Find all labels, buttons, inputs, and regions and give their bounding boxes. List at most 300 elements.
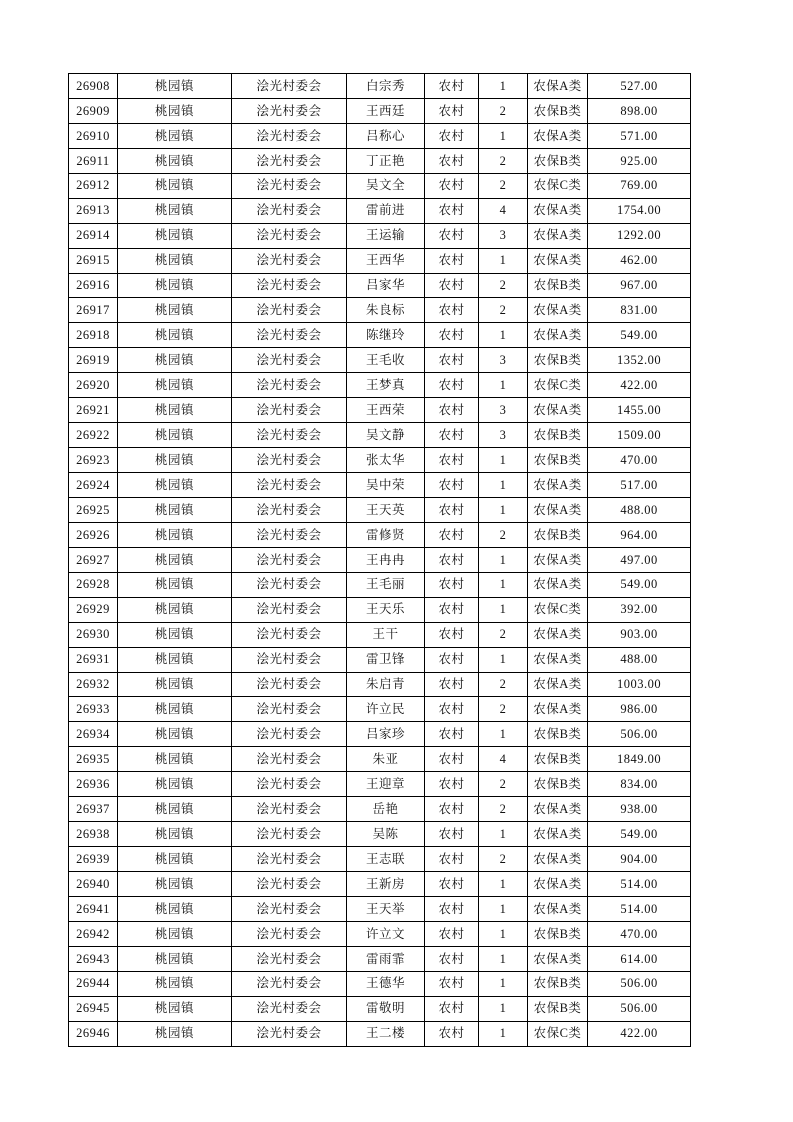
person-name-cell: 朱启青 — [347, 672, 425, 697]
village-committee-cell: 浍光村委会 — [232, 223, 347, 248]
amount-cell: 549.00 — [588, 572, 691, 597]
residence-type-cell: 农村 — [425, 248, 479, 273]
person-name-cell: 吕称心 — [347, 123, 425, 148]
table-row — [69, 148, 691, 173]
person-name-cell: 王西华 — [347, 248, 425, 273]
residence-type-cell: 农村 — [425, 373, 479, 398]
amount-cell: 488.00 — [588, 497, 691, 522]
table-row — [69, 597, 691, 622]
person-count-cell: 1 — [479, 473, 528, 498]
town-cell: 桃园镇 — [118, 996, 232, 1021]
table-row — [69, 398, 691, 423]
table-row — [69, 348, 691, 373]
person-name-cell: 吴文全 — [347, 173, 425, 198]
person-count-cell: 2 — [479, 672, 528, 697]
amount-cell: 967.00 — [588, 273, 691, 298]
table-row — [69, 198, 691, 223]
person-count-cell: 1 — [479, 323, 528, 348]
village-committee-cell: 浍光村委会 — [232, 647, 347, 672]
table-row — [69, 572, 691, 597]
person-name-cell: 王西荣 — [347, 398, 425, 423]
amount-cell: 470.00 — [588, 448, 691, 473]
person-name-cell: 张太华 — [347, 448, 425, 473]
residence-type-cell: 农村 — [425, 123, 479, 148]
serial-number-cell: 26935 — [69, 747, 118, 772]
table-row — [69, 522, 691, 547]
serial-number-cell: 26933 — [69, 697, 118, 722]
insurance-category-cell: 农保A类 — [528, 622, 588, 647]
serial-number-cell: 26926 — [69, 522, 118, 547]
table-row — [69, 946, 691, 971]
town-cell: 桃园镇 — [118, 298, 232, 323]
serial-number-cell: 26917 — [69, 298, 118, 323]
insurance-category-cell: 农保C类 — [528, 1021, 588, 1046]
serial-number-cell: 26945 — [69, 996, 118, 1021]
insurance-category-cell: 农保B类 — [528, 921, 588, 946]
residence-type-cell: 农村 — [425, 971, 479, 996]
village-committee-cell: 浍光村委会 — [232, 572, 347, 597]
person-count-cell: 1 — [479, 123, 528, 148]
amount-cell: 898.00 — [588, 98, 691, 123]
amount-cell: 549.00 — [588, 822, 691, 847]
person-name-cell: 王德华 — [347, 971, 425, 996]
town-cell: 桃园镇 — [118, 647, 232, 672]
amount-cell: 571.00 — [588, 123, 691, 148]
insurance-category-cell: 农保A类 — [528, 398, 588, 423]
serial-number-cell: 26909 — [69, 98, 118, 123]
serial-number-cell: 26930 — [69, 622, 118, 647]
amount-cell: 964.00 — [588, 522, 691, 547]
village-committee-cell: 浍光村委会 — [232, 323, 347, 348]
table-row — [69, 373, 691, 398]
table-row — [69, 123, 691, 148]
table-row — [69, 98, 691, 123]
serial-number-cell: 26924 — [69, 473, 118, 498]
person-count-cell: 1 — [479, 921, 528, 946]
town-cell: 桃园镇 — [118, 772, 232, 797]
serial-number-cell: 26932 — [69, 672, 118, 697]
person-name-cell: 雷修贤 — [347, 522, 425, 547]
village-committee-cell: 浍光村委会 — [232, 747, 347, 772]
insurance-category-cell: 农保A类 — [528, 946, 588, 971]
serial-number-cell: 26939 — [69, 847, 118, 872]
residence-type-cell: 农村 — [425, 298, 479, 323]
insurance-category-cell: 农保A类 — [528, 473, 588, 498]
village-committee-cell: 浍光村委会 — [232, 98, 347, 123]
amount-cell: 549.00 — [588, 323, 691, 348]
amount-cell: 497.00 — [588, 547, 691, 572]
town-cell: 桃园镇 — [118, 921, 232, 946]
town-cell: 桃园镇 — [118, 497, 232, 522]
insurance-category-cell: 农保B类 — [528, 747, 588, 772]
insurance-category-cell: 农保A类 — [528, 797, 588, 822]
town-cell: 桃园镇 — [118, 896, 232, 921]
residence-type-cell: 农村 — [425, 1021, 479, 1046]
person-name-cell: 王志联 — [347, 847, 425, 872]
person-name-cell: 雷前进 — [347, 198, 425, 223]
residence-type-cell: 农村 — [425, 647, 479, 672]
insurance-category-cell: 农保A类 — [528, 647, 588, 672]
table-row — [69, 896, 691, 921]
serial-number-cell: 26934 — [69, 722, 118, 747]
serial-number-cell: 26941 — [69, 896, 118, 921]
village-committee-cell: 浍光村委会 — [232, 398, 347, 423]
insurance-category-cell: 农保A类 — [528, 323, 588, 348]
insurance-category-cell: 农保A类 — [528, 872, 588, 897]
person-count-cell: 1 — [479, 946, 528, 971]
serial-number-cell: 26936 — [69, 772, 118, 797]
amount-cell: 506.00 — [588, 971, 691, 996]
person-count-cell: 1 — [479, 872, 528, 897]
table-row — [69, 273, 691, 298]
town-cell: 桃园镇 — [118, 348, 232, 373]
village-committee-cell: 浍光村委会 — [232, 123, 347, 148]
residence-type-cell: 农村 — [425, 772, 479, 797]
residence-type-cell: 农村 — [425, 74, 479, 99]
town-cell: 桃园镇 — [118, 173, 232, 198]
insurance-category-cell: 农保A类 — [528, 248, 588, 273]
person-name-cell: 王运输 — [347, 223, 425, 248]
serial-number-cell: 26910 — [69, 123, 118, 148]
serial-number-cell: 26912 — [69, 173, 118, 198]
serial-number-cell: 26911 — [69, 148, 118, 173]
insurance-category-cell: 农保A类 — [528, 497, 588, 522]
residence-type-cell: 农村 — [425, 423, 479, 448]
person-count-cell: 3 — [479, 348, 528, 373]
person-name-cell: 吕家珍 — [347, 722, 425, 747]
residence-type-cell: 农村 — [425, 148, 479, 173]
village-committee-cell: 浍光村委会 — [232, 148, 347, 173]
residence-type-cell: 农村 — [425, 847, 479, 872]
insurance-category-cell: 农保A类 — [528, 572, 588, 597]
table-row — [69, 996, 691, 1021]
serial-number-cell: 26931 — [69, 647, 118, 672]
amount-cell: 1849.00 — [588, 747, 691, 772]
town-cell: 桃园镇 — [118, 1021, 232, 1046]
person-name-cell: 雷雨霏 — [347, 946, 425, 971]
amount-cell: 769.00 — [588, 173, 691, 198]
serial-number-cell: 26916 — [69, 273, 118, 298]
town-cell: 桃园镇 — [118, 373, 232, 398]
residence-type-cell: 农村 — [425, 921, 479, 946]
village-committee-cell: 浍光村委会 — [232, 173, 347, 198]
person-count-cell: 2 — [479, 273, 528, 298]
village-committee-cell: 浍光村委会 — [232, 522, 347, 547]
residence-type-cell: 农村 — [425, 448, 479, 473]
insurance-category-cell: 农保A类 — [528, 223, 588, 248]
insurance-category-cell: 农保A类 — [528, 123, 588, 148]
table-row — [69, 697, 691, 722]
residence-type-cell: 农村 — [425, 597, 479, 622]
village-committee-cell: 浍光村委会 — [232, 273, 347, 298]
village-committee-cell: 浍光村委会 — [232, 822, 347, 847]
town-cell: 桃园镇 — [118, 847, 232, 872]
residence-type-cell: 农村 — [425, 473, 479, 498]
village-committee-cell: 浍光村委会 — [232, 622, 347, 647]
amount-cell: 1455.00 — [588, 398, 691, 423]
town-cell: 桃园镇 — [118, 747, 232, 772]
person-name-cell: 吕家华 — [347, 273, 425, 298]
person-count-cell: 1 — [479, 373, 528, 398]
residence-type-cell: 农村 — [425, 747, 479, 772]
residence-type-cell: 农村 — [425, 822, 479, 847]
serial-number-cell: 26943 — [69, 946, 118, 971]
town-cell: 桃园镇 — [118, 672, 232, 697]
amount-cell: 514.00 — [588, 872, 691, 897]
serial-number-cell: 26927 — [69, 547, 118, 572]
person-count-cell: 2 — [479, 797, 528, 822]
person-count-cell: 2 — [479, 98, 528, 123]
amount-cell: 488.00 — [588, 647, 691, 672]
table-sheet — [68, 73, 690, 1046]
village-committee-cell: 浍光村委会 — [232, 423, 347, 448]
village-committee-cell: 浍光村委会 — [232, 473, 347, 498]
insurance-category-cell: 农保B类 — [528, 448, 588, 473]
person-count-cell: 4 — [479, 747, 528, 772]
person-count-cell: 1 — [479, 74, 528, 99]
insurance-category-cell: 农保B类 — [528, 522, 588, 547]
person-name-cell: 朱良标 — [347, 298, 425, 323]
town-cell: 桃园镇 — [118, 248, 232, 273]
insurance-category-cell: 农保B类 — [528, 148, 588, 173]
residence-type-cell: 农村 — [425, 672, 479, 697]
person-count-cell: 1 — [479, 896, 528, 921]
town-cell: 桃园镇 — [118, 98, 232, 123]
person-count-cell: 1 — [479, 971, 528, 996]
amount-cell: 462.00 — [588, 248, 691, 273]
table-row — [69, 872, 691, 897]
person-name-cell: 王冉冉 — [347, 547, 425, 572]
person-name-cell: 王天乐 — [347, 597, 425, 622]
table-row — [69, 223, 691, 248]
person-name-cell: 许立民 — [347, 697, 425, 722]
amount-cell: 1754.00 — [588, 198, 691, 223]
insurance-category-cell: 农保B类 — [528, 996, 588, 1021]
town-cell: 桃园镇 — [118, 198, 232, 223]
amount-cell: 903.00 — [588, 622, 691, 647]
village-committee-cell: 浍光村委会 — [232, 248, 347, 273]
town-cell: 桃园镇 — [118, 822, 232, 847]
town-cell: 桃园镇 — [118, 522, 232, 547]
person-count-cell: 2 — [479, 148, 528, 173]
table-row — [69, 547, 691, 572]
person-name-cell: 吴陈 — [347, 822, 425, 847]
residence-type-cell: 农村 — [425, 547, 479, 572]
amount-cell: 986.00 — [588, 697, 691, 722]
insurance-category-cell: 农保B类 — [528, 722, 588, 747]
residence-type-cell: 农村 — [425, 622, 479, 647]
residence-type-cell: 农村 — [425, 946, 479, 971]
person-count-cell: 1 — [479, 497, 528, 522]
person-name-cell: 许立文 — [347, 921, 425, 946]
table-row — [69, 248, 691, 273]
person-name-cell: 朱亚 — [347, 747, 425, 772]
village-committee-cell: 浍光村委会 — [232, 672, 347, 697]
serial-number-cell: 26913 — [69, 198, 118, 223]
amount-cell: 1509.00 — [588, 423, 691, 448]
amount-cell: 392.00 — [588, 597, 691, 622]
person-count-cell: 1 — [479, 448, 528, 473]
serial-number-cell: 26942 — [69, 921, 118, 946]
amount-cell: 834.00 — [588, 772, 691, 797]
village-committee-cell: 浍光村委会 — [232, 74, 347, 99]
town-cell: 桃园镇 — [118, 697, 232, 722]
person-name-cell: 雷敬明 — [347, 996, 425, 1021]
serial-number-cell: 26920 — [69, 373, 118, 398]
insurance-category-cell: 农保A类 — [528, 298, 588, 323]
serial-number-cell: 26908 — [69, 74, 118, 99]
town-cell: 桃园镇 — [118, 597, 232, 622]
amount-cell: 422.00 — [588, 1021, 691, 1046]
residence-type-cell: 农村 — [425, 173, 479, 198]
insurance-category-cell: 农保A类 — [528, 672, 588, 697]
town-cell: 桃园镇 — [118, 872, 232, 897]
residence-type-cell: 农村 — [425, 98, 479, 123]
serial-number-cell: 26915 — [69, 248, 118, 273]
amount-cell: 831.00 — [588, 298, 691, 323]
town-cell: 桃园镇 — [118, 148, 232, 173]
person-name-cell: 王毛丽 — [347, 572, 425, 597]
person-count-cell: 1 — [479, 822, 528, 847]
amount-cell: 517.00 — [588, 473, 691, 498]
village-committee-cell: 浍光村委会 — [232, 348, 347, 373]
amount-cell: 506.00 — [588, 996, 691, 1021]
person-name-cell: 白宗秀 — [347, 74, 425, 99]
amount-cell: 422.00 — [588, 373, 691, 398]
amount-cell: 938.00 — [588, 797, 691, 822]
village-committee-cell: 浍光村委会 — [232, 946, 347, 971]
person-name-cell: 雷卫锋 — [347, 647, 425, 672]
insurance-category-cell: 农保B类 — [528, 348, 588, 373]
insurance-category-cell: 农保C类 — [528, 173, 588, 198]
residence-type-cell: 农村 — [425, 996, 479, 1021]
village-committee-cell: 浍光村委会 — [232, 597, 347, 622]
person-name-cell: 王干 — [347, 622, 425, 647]
amount-cell: 470.00 — [588, 921, 691, 946]
person-name-cell: 王西廷 — [347, 98, 425, 123]
table-row — [69, 298, 691, 323]
person-count-cell: 1 — [479, 722, 528, 747]
table-row — [69, 423, 691, 448]
amount-cell: 527.00 — [588, 74, 691, 99]
residence-type-cell: 农村 — [425, 398, 479, 423]
insurance-category-cell: 农保C类 — [528, 597, 588, 622]
person-name-cell: 吴文静 — [347, 423, 425, 448]
town-cell: 桃园镇 — [118, 123, 232, 148]
table-row — [69, 747, 691, 772]
person-count-cell: 4 — [479, 198, 528, 223]
village-committee-cell: 浍光村委会 — [232, 921, 347, 946]
serial-number-cell: 26938 — [69, 822, 118, 847]
town-cell: 桃园镇 — [118, 273, 232, 298]
person-name-cell: 岳艳 — [347, 797, 425, 822]
insurance-category-cell: 农保A类 — [528, 847, 588, 872]
person-name-cell: 王二楼 — [347, 1021, 425, 1046]
insurance-category-cell: 农保A类 — [528, 74, 588, 99]
town-cell: 桃园镇 — [118, 622, 232, 647]
town-cell: 桃园镇 — [118, 971, 232, 996]
table-row — [69, 473, 691, 498]
table-row — [69, 797, 691, 822]
serial-number-cell: 26937 — [69, 797, 118, 822]
insurance-category-cell: 农保B类 — [528, 98, 588, 123]
table-row — [69, 921, 691, 946]
person-count-cell: 3 — [479, 223, 528, 248]
person-name-cell: 陈继玲 — [347, 323, 425, 348]
village-committee-cell: 浍光村委会 — [232, 497, 347, 522]
town-cell: 桃园镇 — [118, 448, 232, 473]
residence-type-cell: 农村 — [425, 572, 479, 597]
insurance-category-cell: 农保A类 — [528, 896, 588, 921]
table-row — [69, 622, 691, 647]
person-name-cell: 吴中荣 — [347, 473, 425, 498]
person-name-cell: 王天英 — [347, 497, 425, 522]
table-row — [69, 448, 691, 473]
insurance-category-cell: 农保A类 — [528, 547, 588, 572]
insurance-category-cell: 农保B类 — [528, 971, 588, 996]
town-cell: 桃园镇 — [118, 423, 232, 448]
person-count-cell: 1 — [479, 1021, 528, 1046]
serial-number-cell: 26944 — [69, 971, 118, 996]
village-committee-cell: 浍光村委会 — [232, 872, 347, 897]
person-count-cell: 3 — [479, 398, 528, 423]
person-count-cell: 3 — [479, 423, 528, 448]
insurance-category-cell: 农保A类 — [528, 198, 588, 223]
amount-cell: 514.00 — [588, 896, 691, 921]
table-row — [69, 323, 691, 348]
table-row — [69, 822, 691, 847]
residence-type-cell: 农村 — [425, 797, 479, 822]
amount-cell: 506.00 — [588, 722, 691, 747]
residence-type-cell: 农村 — [425, 273, 479, 298]
village-committee-cell: 浍光村委会 — [232, 448, 347, 473]
serial-number-cell: 26928 — [69, 572, 118, 597]
town-cell: 桃园镇 — [118, 223, 232, 248]
insurance-category-cell: 农保B类 — [528, 273, 588, 298]
village-committee-cell: 浍光村委会 — [232, 797, 347, 822]
amount-cell: 1292.00 — [588, 223, 691, 248]
village-committee-cell: 浍光村委会 — [232, 697, 347, 722]
village-committee-cell: 浍光村委会 — [232, 1021, 347, 1046]
town-cell: 桃园镇 — [118, 398, 232, 423]
insurance-category-cell: 农保B类 — [528, 423, 588, 448]
table-row — [69, 722, 691, 747]
insurance-category-cell: 农保B类 — [528, 772, 588, 797]
person-count-cell: 2 — [479, 522, 528, 547]
person-count-cell: 2 — [479, 173, 528, 198]
serial-number-cell: 26929 — [69, 597, 118, 622]
amount-cell: 925.00 — [588, 148, 691, 173]
table-row — [69, 497, 691, 522]
serial-number-cell: 26940 — [69, 872, 118, 897]
insurance-roster-table — [68, 73, 691, 1047]
table-row — [69, 647, 691, 672]
residence-type-cell: 农村 — [425, 348, 479, 373]
table-row — [69, 173, 691, 198]
person-count-cell: 2 — [479, 298, 528, 323]
town-cell: 桃园镇 — [118, 547, 232, 572]
serial-number-cell: 26919 — [69, 348, 118, 373]
village-committee-cell: 浍光村委会 — [232, 298, 347, 323]
town-cell: 桃园镇 — [118, 722, 232, 747]
person-name-cell: 王天举 — [347, 896, 425, 921]
village-committee-cell: 浍光村委会 — [232, 547, 347, 572]
residence-type-cell: 农村 — [425, 198, 479, 223]
serial-number-cell: 26914 — [69, 223, 118, 248]
serial-number-cell: 26921 — [69, 398, 118, 423]
table-row — [69, 971, 691, 996]
roster-body — [69, 74, 691, 1047]
